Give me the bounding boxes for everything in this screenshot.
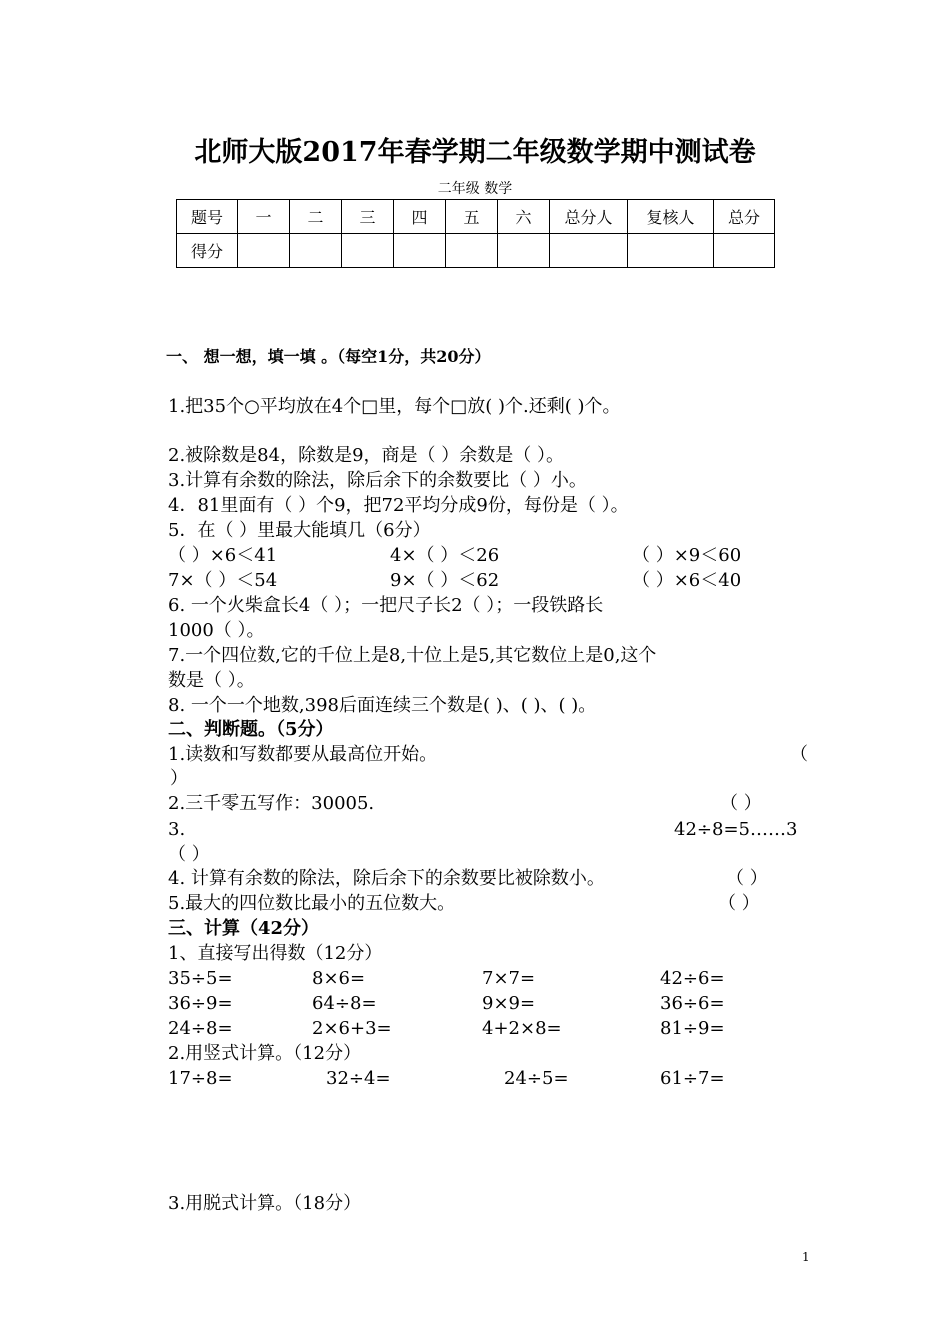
score-cell[interactable] <box>238 234 290 268</box>
section2-q4: 4. 计算有余数的除法，除后余下的余数要比被除数小。 <box>168 868 605 889</box>
score-table-score-row <box>177 234 775 268</box>
score-header-cell: 六 <box>498 200 550 234</box>
score-cell[interactable] <box>290 234 342 268</box>
score-header-cell: 五 <box>446 200 498 234</box>
section3-sub3: 3.用脱式计算。（18分） <box>168 1193 362 1214</box>
score-header-cell: 复核人 <box>628 200 714 234</box>
section1-q1: 1.把35个○平均放在4个□里，每个□放( )个.还剩( )个。 <box>168 396 621 417</box>
section2-q3-paren: （ ） <box>168 844 210 865</box>
score-cell[interactable] <box>342 234 394 268</box>
calc-item: 36÷9= <box>168 993 233 1014</box>
score-cell[interactable] <box>498 234 550 268</box>
vertical-calc-item: 24÷5= <box>504 1068 569 1089</box>
score-cell[interactable] <box>446 234 498 268</box>
calc-item: 64÷8= <box>312 993 377 1014</box>
section3-sub2: 2.用竖式计算。（12分） <box>168 1043 362 1064</box>
section2-q5-paren: （ ） <box>718 893 760 914</box>
section1-q4: 4．81里面有（ ）个9，把72平均分成9份，每份是（ ）。 <box>168 495 629 516</box>
section2-q3-expr: 42÷8=5……3 <box>674 819 798 840</box>
calc-item: 7×7= <box>482 968 536 989</box>
calc-item: 24÷8= <box>168 1018 233 1039</box>
vertical-calc-item: 17÷8= <box>168 1068 233 1089</box>
q5-expr: 7×（ ）＜54 <box>168 570 278 591</box>
section2-q4-paren: （ ） <box>726 868 768 889</box>
section1-q6-line1: 6. 一个火柴盒长4（ ）；一把尺子长2（ ）；一段铁路长 <box>168 595 604 616</box>
section1-heading: 一、 想一想，填一填 。（每空1分，共20分） <box>166 347 491 366</box>
calc-item: 42÷6= <box>660 968 725 989</box>
calc-item: 81÷9= <box>660 1018 725 1039</box>
section3-sub1: 1、直接写出得数（12分） <box>168 943 383 964</box>
q5-expr: （ ）×6＜40 <box>632 570 742 591</box>
page-number: 1 <box>802 1250 810 1264</box>
calc-item: 35÷5= <box>168 968 233 989</box>
calc-item: 8×6= <box>312 968 366 989</box>
section1-q6-line2: 1000（ ）。 <box>168 620 265 641</box>
section1-q3: 3.计算有余数的除法，除后余下的余数要比（ ）小。 <box>168 470 587 491</box>
section1-q2: 2.被除数是84，除数是9，商是（ ）余数是（ ）。 <box>168 445 564 466</box>
page-subtitle: 二年级 数学 <box>437 181 513 197</box>
score-header-cell: 二 <box>290 200 342 234</box>
q5-expr: （ ）×6＜41 <box>168 545 278 566</box>
score-cell[interactable] <box>550 234 628 268</box>
section1-q5: 5．在（ ）里最大能填几（6分） <box>168 520 431 541</box>
section1-q8: 8. 一个一个地数,398后面连续三个数是( )、( )、( )。 <box>168 695 597 716</box>
section2-q2: 2.三千零五写作：30005. <box>168 793 375 814</box>
score-header-cell: 三 <box>342 200 394 234</box>
section2-q3-number: 3. <box>168 819 186 840</box>
page-title: 北师大版2017年春学期二年级数学期中测试卷 <box>194 137 756 168</box>
score-cell[interactable] <box>628 234 714 268</box>
score-header-cell: 题号 <box>177 200 238 234</box>
section2-q2-paren: （ ） <box>720 793 762 814</box>
score-cell[interactable] <box>394 234 446 268</box>
section1-q7-line1: 7.一个四位数,它的千位上是8,十位上是5,其它数位上是0,这个 <box>168 645 657 666</box>
score-header-cell: 四 <box>394 200 446 234</box>
calc-item: 2×6+3= <box>312 1018 392 1039</box>
section2-heading: 二、判断题。（5分） <box>168 719 334 740</box>
score-header-cell: 一 <box>238 200 290 234</box>
calc-item: 4+2×8= <box>482 1018 562 1039</box>
section2-q5: 5.最大的四位数比最小的五位数大。 <box>168 893 456 914</box>
section3-heading: 三、计算（42分） <box>168 918 320 939</box>
section2-q1: 1.读数和写数都要从最高位开始。 <box>168 744 438 765</box>
score-row-label: 得分 <box>177 234 238 268</box>
score-header-cell: 总分 <box>714 200 775 234</box>
section1-q7-line2: 数是（ ）。 <box>168 670 255 691</box>
q5-expr: 9×（ ）＜62 <box>390 570 500 591</box>
score-header-cell: 总分人 <box>550 200 628 234</box>
calc-item: 36÷6= <box>660 993 725 1014</box>
vertical-calc-item: 61÷7= <box>660 1068 725 1089</box>
section2-q1-paren-open: （ <box>790 744 808 765</box>
score-table <box>176 199 775 268</box>
score-cell[interactable] <box>714 234 775 268</box>
q5-expr: 4×（ ）＜26 <box>390 545 500 566</box>
q5-expr: （ ）×9＜60 <box>632 545 742 566</box>
score-table-header-row <box>177 200 775 234</box>
section2-q1-paren-close: ） <box>170 768 188 789</box>
vertical-calc-item: 32÷4= <box>326 1068 391 1089</box>
calc-item: 9×9= <box>482 993 536 1014</box>
